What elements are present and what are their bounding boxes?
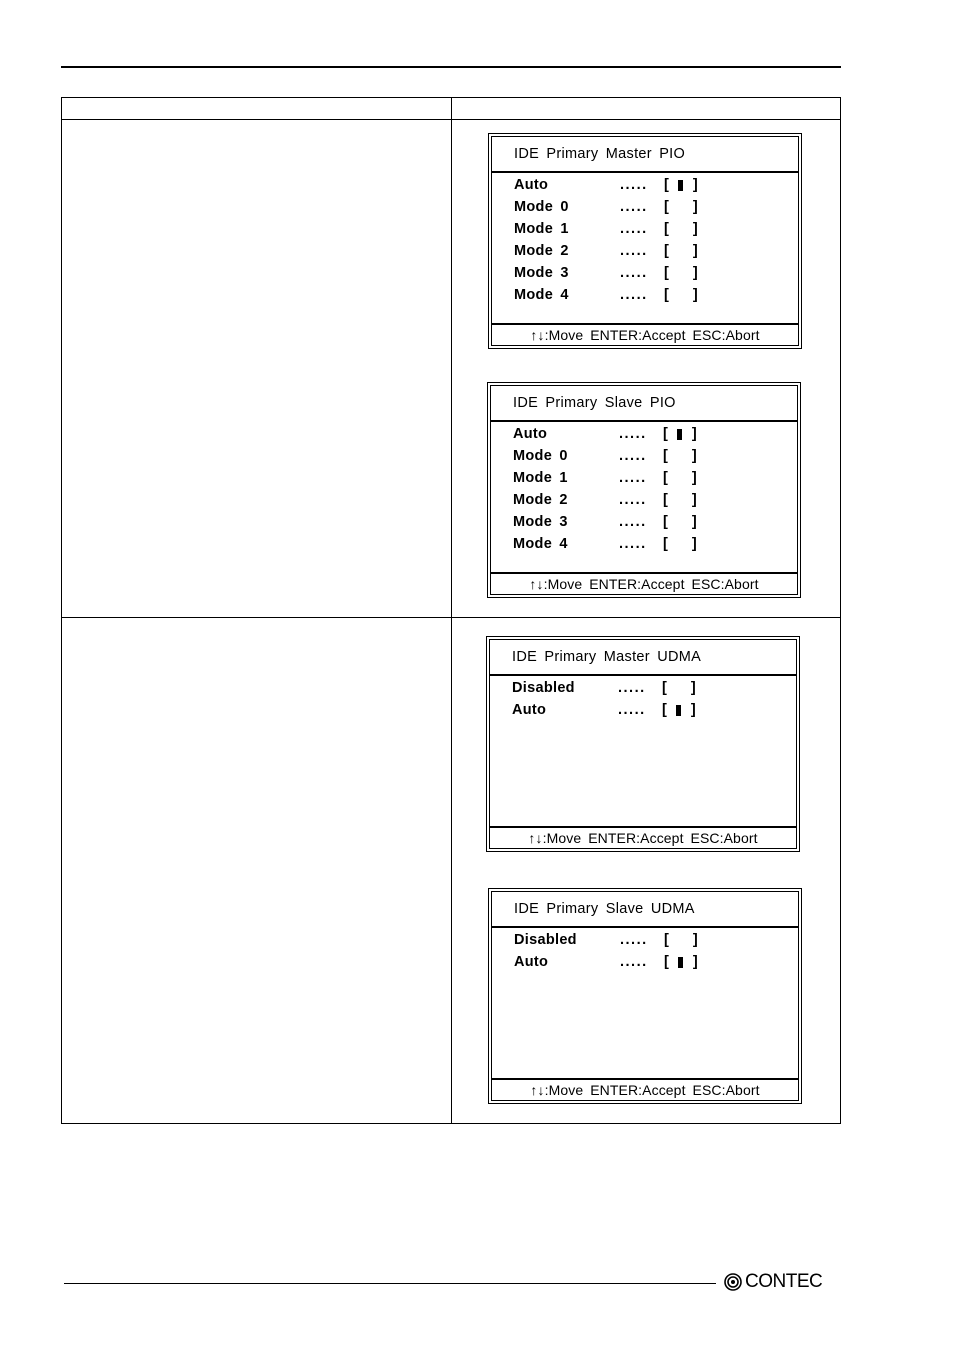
bracket-open: [ <box>664 287 670 303</box>
option-checkbox[interactable] <box>663 511 697 533</box>
bracket-close: ] <box>692 265 698 281</box>
option-label: Mode 1 <box>513 470 568 486</box>
option-label: Mode 4 <box>513 536 568 552</box>
option-dots: ..... <box>619 470 647 486</box>
contec-logo-icon <box>724 1273 742 1291</box>
contec-logo <box>724 1270 822 1294</box>
bracket-open: [ <box>663 470 669 486</box>
dialog-title: IDE Primary Slave PIO <box>491 386 797 422</box>
selected-marker <box>676 705 681 716</box>
option-mode-0[interactable] <box>514 196 798 218</box>
bracket-close: ] <box>690 680 696 696</box>
dialog-primary-slave-udma <box>488 888 802 1104</box>
dialog-key-help: ↑↓:Move ENTER:Accept ESC:Abort <box>492 1078 798 1100</box>
option-checkbox[interactable] <box>664 174 698 196</box>
option-checkbox[interactable] <box>663 423 697 445</box>
dialog-key-help: ↑↓:Move ENTER:Accept ESC:Abort <box>491 572 797 594</box>
option-list <box>514 929 798 973</box>
option-dots: ..... <box>619 536 647 552</box>
option-label: Mode 2 <box>513 492 568 508</box>
option-label: Mode 1 <box>514 221 569 237</box>
option-checkbox[interactable] <box>663 533 697 555</box>
option-checkbox[interactable] <box>662 677 696 699</box>
option-checkbox[interactable] <box>664 929 698 951</box>
option-label: Disabled <box>512 680 575 696</box>
option-label: Mode 0 <box>514 199 569 215</box>
option-mode-2[interactable] <box>514 240 798 262</box>
option-mode-1[interactable] <box>513 467 797 489</box>
option-label: Auto <box>512 702 547 718</box>
bracket-close: ] <box>691 492 697 508</box>
option-dots: ..... <box>619 448 647 464</box>
dialog-title: IDE Primary Slave UDMA <box>492 892 798 928</box>
option-mode-4[interactable] <box>513 533 797 555</box>
dialog-primary-master-udma <box>486 636 800 852</box>
option-checkbox[interactable] <box>663 467 697 489</box>
bracket-open: [ <box>663 514 669 530</box>
bracket-open: [ <box>663 492 669 508</box>
logo-text: CONTEC <box>745 1271 823 1292</box>
option-mode-3[interactable] <box>513 511 797 533</box>
option-dots: ..... <box>620 177 648 193</box>
bracket-open: [ <box>663 426 669 442</box>
option-mode-3[interactable] <box>514 262 798 284</box>
bracket-open: [ <box>664 199 670 215</box>
bracket-close: ] <box>692 243 698 259</box>
dialog-title: IDE Primary Master PIO <box>492 137 798 173</box>
dialog-primary-master-pio <box>488 133 802 349</box>
option-dots: ..... <box>619 426 647 442</box>
selected-marker <box>677 429 682 440</box>
option-label: Auto <box>514 177 549 193</box>
bracket-open: [ <box>662 702 668 718</box>
bracket-close: ] <box>691 514 697 530</box>
dialog-primary-slave-pio <box>487 382 801 598</box>
option-mode-2[interactable] <box>513 489 797 511</box>
option-mode-1[interactable] <box>514 218 798 240</box>
option-dots: ..... <box>620 287 648 303</box>
option-label: Mode 2 <box>514 243 569 259</box>
option-mode-0[interactable] <box>513 445 797 467</box>
option-label: Mode 3 <box>514 265 569 281</box>
bracket-open: [ <box>663 448 669 464</box>
bracket-close: ] <box>691 448 697 464</box>
option-disabled[interactable] <box>512 677 796 699</box>
dialog-title: IDE Primary Master UDMA <box>490 640 796 676</box>
option-auto[interactable] <box>512 699 796 721</box>
option-label: Auto <box>514 954 549 970</box>
bracket-open: [ <box>664 932 670 948</box>
footer-rule <box>64 1283 716 1284</box>
table-row-divider <box>62 617 840 618</box>
bracket-open: [ <box>664 243 670 259</box>
bracket-close: ] <box>692 287 698 303</box>
option-checkbox[interactable] <box>664 951 698 973</box>
dialog-key-help: ↑↓:Move ENTER:Accept ESC:Abort <box>490 826 796 848</box>
option-disabled[interactable] <box>514 929 798 951</box>
option-checkbox[interactable] <box>664 218 698 240</box>
bracket-close: ] <box>692 221 698 237</box>
option-dots: ..... <box>618 702 646 718</box>
option-checkbox[interactable] <box>664 240 698 262</box>
option-label: Disabled <box>514 932 577 948</box>
option-label: Mode 3 <box>513 514 568 530</box>
option-checkbox[interactable] <box>663 489 697 511</box>
option-list <box>514 174 798 306</box>
bracket-open: [ <box>664 177 670 193</box>
option-dots: ..... <box>619 492 647 508</box>
selected-marker <box>678 957 683 968</box>
bracket-close: ] <box>692 177 698 193</box>
bracket-close: ] <box>691 470 697 486</box>
option-label: Mode 4 <box>514 287 569 303</box>
table-column-divider <box>451 98 452 1123</box>
option-checkbox[interactable] <box>664 262 698 284</box>
option-auto[interactable] <box>514 174 798 196</box>
bracket-open: [ <box>664 954 670 970</box>
bracket-open: [ <box>664 221 670 237</box>
option-dots: ..... <box>620 243 648 259</box>
option-dots: ..... <box>620 954 648 970</box>
option-label: Mode 0 <box>513 448 568 464</box>
option-checkbox[interactable] <box>662 699 696 721</box>
bracket-close: ] <box>692 199 698 215</box>
bracket-open: [ <box>664 265 670 281</box>
header-rule <box>61 66 841 68</box>
option-list <box>513 423 797 555</box>
option-auto[interactable] <box>513 423 797 445</box>
bracket-close: ] <box>690 702 696 718</box>
option-checkbox[interactable] <box>664 284 698 306</box>
bracket-close: ] <box>691 536 697 552</box>
option-dots: ..... <box>619 514 647 530</box>
option-dots: ..... <box>620 265 648 281</box>
option-checkbox[interactable] <box>663 445 697 467</box>
option-list <box>512 677 796 721</box>
option-mode-4[interactable] <box>514 284 798 306</box>
option-dots: ..... <box>620 221 648 237</box>
bracket-open: [ <box>663 536 669 552</box>
bracket-close: ] <box>691 426 697 442</box>
bracket-open: [ <box>662 680 668 696</box>
option-dots: ..... <box>618 680 646 696</box>
selected-marker <box>678 180 683 191</box>
bracket-close: ] <box>692 932 698 948</box>
bracket-close: ] <box>692 954 698 970</box>
option-label: Auto <box>513 426 548 442</box>
dialog-key-help: ↑↓:Move ENTER:Accept ESC:Abort <box>492 323 798 345</box>
option-dots: ..... <box>620 932 648 948</box>
option-checkbox[interactable] <box>664 196 698 218</box>
option-dots: ..... <box>620 199 648 215</box>
option-auto[interactable] <box>514 951 798 973</box>
